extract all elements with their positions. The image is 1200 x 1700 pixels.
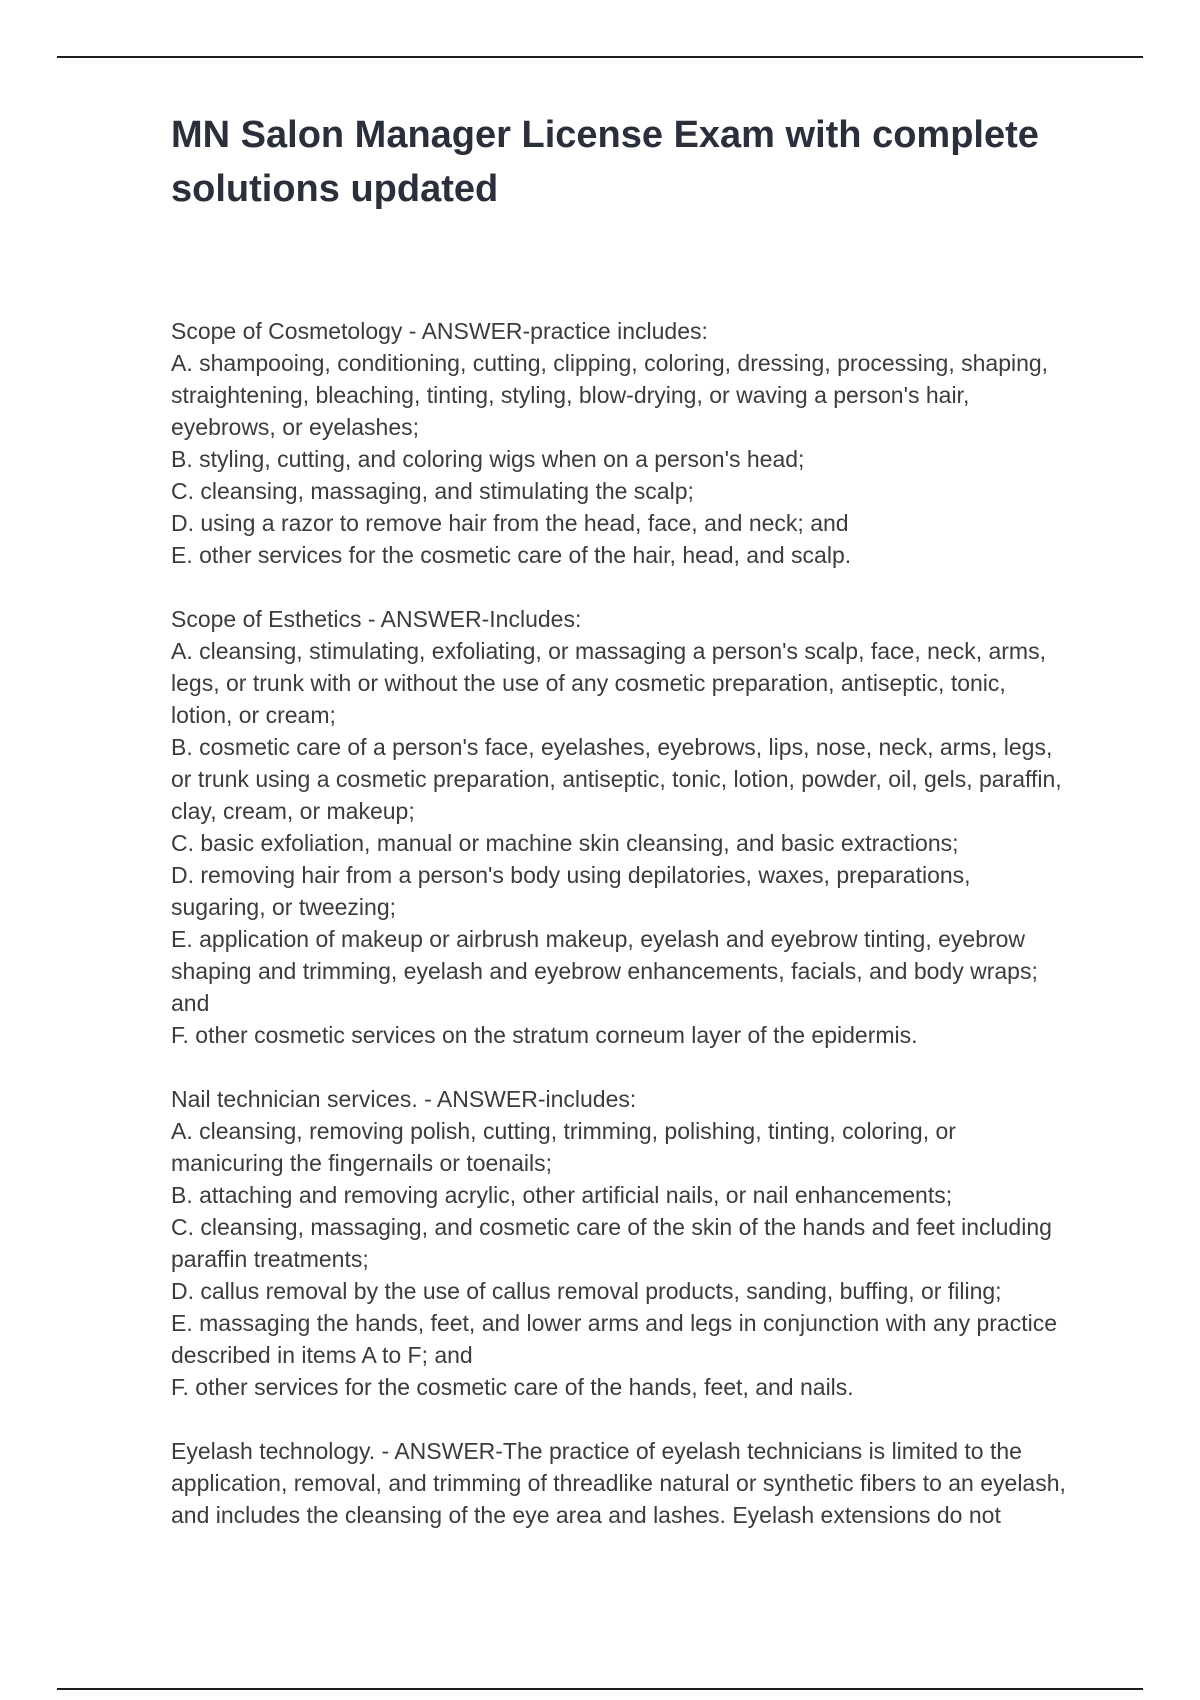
text-line: E. other services for the cosmetic care of the hair, head, and scalp. bbox=[171, 542, 852, 568]
text-line: A. cleansing, stimulating, exfoliating, or massaging a person's scalp, face, neck, arms, bbox=[171, 638, 1046, 664]
qa-item-eyelash-technology bbox=[171, 1435, 1131, 1531]
top-divider bbox=[57, 56, 1143, 58]
text-line: Scope of Esthetics - ANSWER-Includes: bbox=[171, 606, 582, 632]
text-line: manicuring the fingernails or toenails; bbox=[171, 1150, 552, 1176]
text-line: C. cleansing, massaging, and stimulating the scalp; bbox=[171, 478, 694, 504]
text-line: shaping and trimming, eyelash and eyebrow enhancements, facials, and body wraps; bbox=[171, 958, 1038, 984]
text-line: and includes the cleansing of the eye area and lashes. Eyelash extensions do not bbox=[171, 1502, 1001, 1528]
text-line: Eyelash technology. - ANSWER-The practice of eyelash technicians is limited to the bbox=[171, 1438, 1022, 1464]
text-line: C. cleansing, massaging, and cosmetic care of the skin of the hands and feet including bbox=[171, 1214, 1052, 1240]
qa-list bbox=[171, 315, 1131, 1531]
qa-item-nail-technician bbox=[171, 1083, 1131, 1403]
text-line: E. application of makeup or airbrush makeup, eyelash and eyebrow tinting, eyebrow bbox=[171, 926, 1026, 952]
text-line: B. cosmetic care of a person's face, eyelashes, eyebrows, lips, nose, neck, arms, legs, bbox=[171, 734, 1053, 760]
text-line: D. callus removal by the use of callus removal products, sanding, buffing, or filing; bbox=[171, 1278, 1002, 1304]
text-line: E. massaging the hands, feet, and lower arms and legs in conjunction with any practice bbox=[171, 1310, 1057, 1336]
title-line-1: MN Salon Manager License Exam with complete bbox=[171, 114, 1039, 156]
title-line-2: solutions updated bbox=[171, 168, 499, 210]
text-line: A. shampooing, conditioning, cutting, clipping, coloring, dressing, processing, shaping, bbox=[171, 350, 1049, 376]
text-line: eyebrows, or eyelashes; bbox=[171, 414, 420, 440]
text-line: and bbox=[171, 990, 210, 1016]
text-line: D. removing hair from a person's body using depilatories, waxes, preparations, bbox=[171, 862, 971, 888]
text-line: straightening, bleaching, tinting, styling, blow-drying, or waving a person's hair, bbox=[171, 382, 970, 408]
text-line: B. attaching and removing acrylic, other artificial nails, or nail enhancements; bbox=[171, 1182, 953, 1208]
text-line: paraffin treatments; bbox=[171, 1246, 369, 1272]
bottom-divider bbox=[57, 1688, 1143, 1690]
text-line: F. other services for the cosmetic care of the hands, feet, and nails. bbox=[171, 1374, 854, 1400]
text-line: clay, cream, or makeup; bbox=[171, 798, 415, 824]
document-body bbox=[171, 108, 1131, 1563]
text-line: described in items A to F; and bbox=[171, 1342, 473, 1368]
qa-item-cosmetology bbox=[171, 315, 1131, 571]
text-line: D. using a razor to remove hair from the head, face, and neck; and bbox=[171, 510, 849, 536]
text-line: Scope of Cosmetology - ANSWER-practice includes: bbox=[171, 318, 708, 344]
text-line: legs, or trunk with or without the use of any cosmetic preparation, antiseptic, tonic, bbox=[171, 670, 1006, 696]
text-line: or trunk using a cosmetic preparation, antiseptic, tonic, lotion, powder, oil, gels, paraffin, bbox=[171, 766, 1062, 792]
text-line: sugaring, or tweezing; bbox=[171, 894, 397, 920]
text-line: A. cleansing, removing polish, cutting, trimming, polishing, tinting, coloring, or bbox=[171, 1118, 956, 1144]
text-line: F. other cosmetic services on the stratum corneum layer of the epidermis. bbox=[171, 1022, 918, 1048]
text-line: Nail technician services. - ANSWER-includes: bbox=[171, 1086, 637, 1112]
text-line: C. basic exfoliation, manual or machine skin cleansing, and basic extractions; bbox=[171, 830, 959, 856]
text-line: lotion, or cream; bbox=[171, 702, 336, 728]
text-line: B. styling, cutting, and coloring wigs when on a person's head; bbox=[171, 446, 805, 472]
document-title bbox=[171, 108, 1131, 216]
text-line: application, removal, and trimming of threadlike natural or synthetic fibers to an eyelash, bbox=[171, 1470, 1066, 1496]
qa-item-esthetics bbox=[171, 603, 1131, 1051]
